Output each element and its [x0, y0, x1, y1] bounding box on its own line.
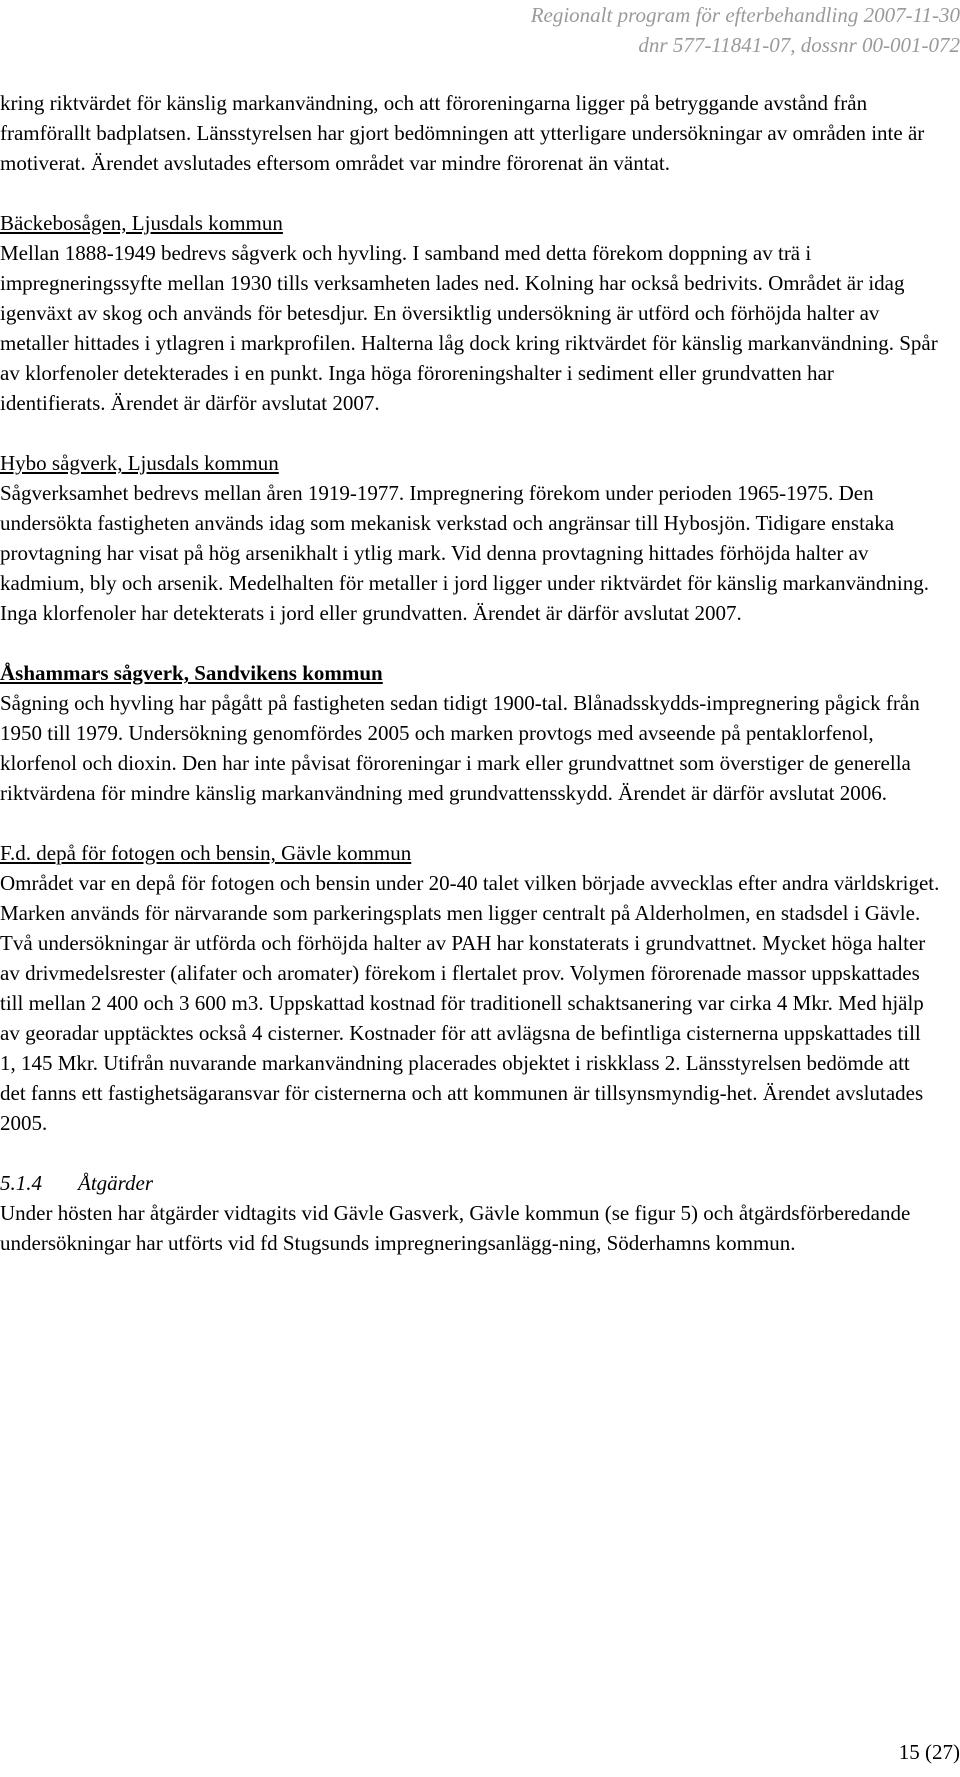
section-heading: Åshammars sågverk, Sandvikens kommun — [0, 661, 383, 685]
subsection-title: Åtgärder — [78, 1171, 154, 1195]
subsection-heading — [0, 1168, 940, 1198]
subsection-number: 5.1.4 — [0, 1171, 42, 1195]
header-program-line: Regionalt program för efterbehandling 2007-11-30 — [530, 3, 960, 27]
section-heading: Bäckebosågen, Ljusdals kommun — [0, 211, 283, 235]
subsection-atgarder — [0, 1168, 940, 1258]
section-heading: Hybo sågverk, Ljusdals kommun — [0, 451, 279, 475]
section-paragraph: Området var en depå för fotogen och bensin under 20-40 talet vilken började avvecklas efter andra världskriget. Marken används för närvarande som parkeringsplats men ligger centralt på Alderholmen, en stadsdel i Gävle. Två undersökningar är utförda och förhöjda halter av PAH har konstaterats i grundvattnet. Mycket höga halter av drivmedelsrester (alifater och aromater) förekom i flertalet prov. Volymen förorenade massor uppskattades till mellan 2 400 och 3 600 m3. Uppskattad kostnad för traditionell schaktsanering var cirka 4 Mkr. Med hjälp av georadar upptäcktes också 4 cisterner. Kostnader för att avlägsna de befintliga cisternerna uppskattades till 1, 145 Mkr. Utifrån nuvarande markanvändning placerades objektet i riskklass 2. Länsstyrelsen bedömde att det fanns ett fastighetsägaransvar för cisternerna och att kommunen är tillsynsmyndig-het. Ärendet avslutades 2005. — [0, 871, 940, 1135]
document-body — [0, 88, 940, 1258]
section-hybo-sagverk — [0, 448, 940, 628]
subsection-paragraph: Under hösten har åtgärder vidtagits vid Gävle Gasverk, Gävle kommun (se figur 5) och åtgärdsförberedande undersökningar har utförts vid fd Stugsunds impregneringsanlägg-ning, Söderhamns kommun. — [0, 1201, 911, 1255]
running-header — [0, 0, 960, 60]
page-number: 15 (27) — [898, 1740, 960, 1764]
section-backebosagen — [0, 208, 940, 418]
section-ashammars-sagverk — [0, 658, 940, 808]
intro-paragraph: kring riktvärdet för känslig markanvändning, och att föroreningarna ligger på betryggande avstånd från framförallt badplatsen. Länsstyrelsen har gjort bedömningen att ytterligare undersökningar av områden inte är motiverat. Ärendet avslutades eftersom området var mindre förorenat än väntat. — [0, 91, 925, 175]
section-fd-depa — [0, 838, 940, 1138]
section-paragraph: Mellan 1888-1949 bedrevs sågverk och hyvling. I samband med detta förekom doppning av trä i impregneringssyfte mellan 1930 tills verksamheten lades ned. Kolning har också bedrivits. Området är idag igenväxt av skog och används för betesdjur. En översiktlig undersökning är utförd och förhöjda halter av metaller hittades i ytlagren i markprofilen. Halterna låg dock kring riktvärdet för känslig markanvändning. Spår av klorfenoler detekterades i en punkt. Inga höga föroreningshalter i sediment eller grundvatten har identifierats. Ärendet är därför avslutat 2007. — [0, 241, 938, 415]
section-heading: F.d. depå för fotogen och bensin, Gävle kommun — [0, 841, 412, 865]
section-paragraph: Sågning och hyvling har pågått på fastigheten sedan tidigt 1900-tal. Blånadsskydds-impregnering pågick från 1950 till 1979. Undersökning genomfördes 2005 och marken provtogs med avseende på pentaklorfenol, klorfenol och dioxin. Den har inte påvisat föroreningar i mark eller grundvattnet som överstiger de generella riktvärdena för mindre känslig markanvändning med grundvattensskydd. Ärendet är därför avslutat 2006. — [0, 691, 920, 805]
header-dnr-line: dnr 577-11841-07, dossnr 00-001-072 — [638, 33, 960, 57]
section-paragraph: Sågverksamhet bedrevs mellan åren 1919-1977. Impregnering förekom under perioden 1965-1975. Den undersökta fastigheten används idag som mekanisk verkstad och angränsar till Hybosjön. Tidigare enstaka provtagning har visat på hög arsenikhalt i ytlig mark. Vid denna provtagning hittades förhöjda halter av kadmium, bly och arsenik. Medelhalten för metaller i jord ligger under riktvärdet för känslig markanvändning. Inga klorfenoler har detekterats i jord eller grundvatten. Ärendet är därför avslutat 2007. — [0, 481, 929, 625]
